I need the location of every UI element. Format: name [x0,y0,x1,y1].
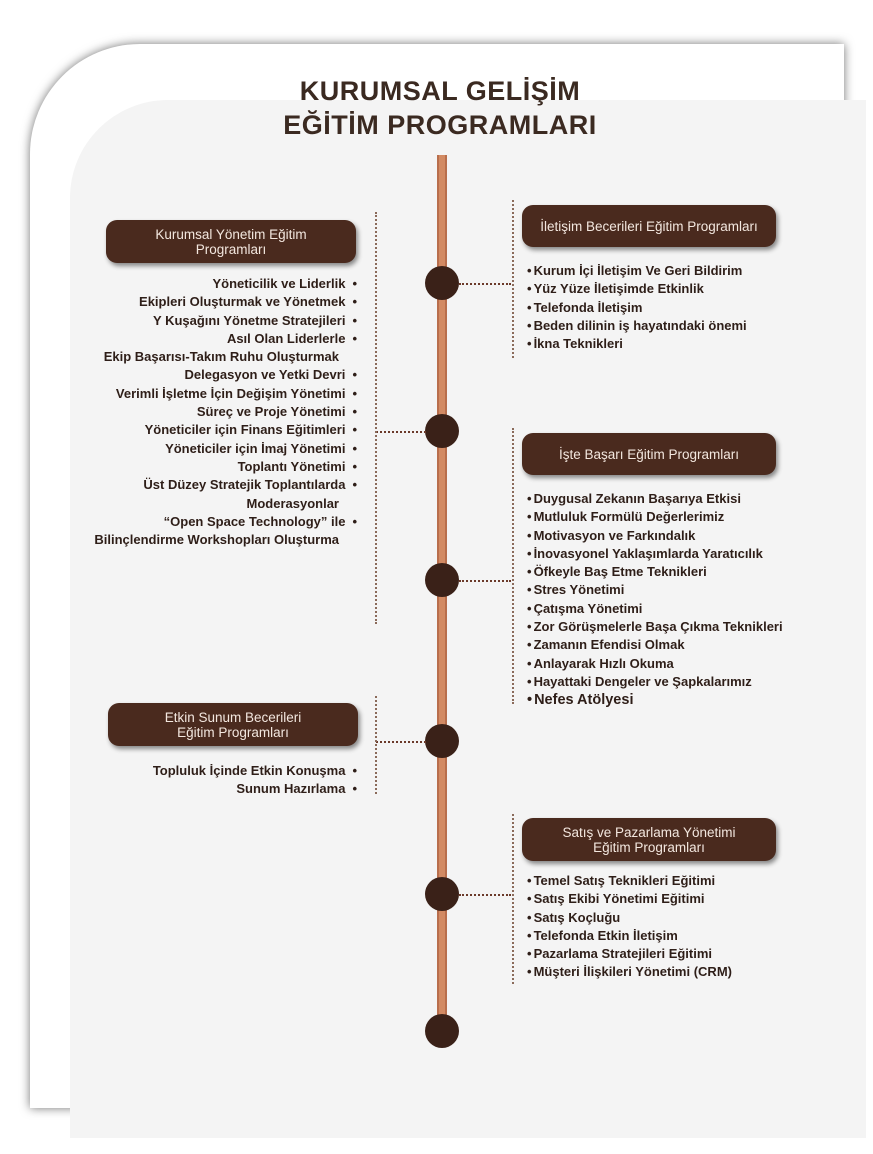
list-satis [527,872,732,982]
heading-iste-basari-label: İşte Başarı Eğitim Programları [558,446,740,462]
list-item [527,963,732,981]
bullet-icon: • [352,330,357,346]
bullet-icon: • [527,927,532,943]
bullet-icon: • [527,582,532,598]
bullet-icon: • [527,527,532,543]
list-item [527,927,732,945]
heading-iletisim [522,205,776,247]
connector-iste-basari [459,580,511,582]
guide-iletisim [512,200,514,358]
list-item-text: Bilinçlendirme Workshopları Oluşturma [94,532,339,548]
heading-sunum-line1: Etkin Sunum Becerileri [164,709,302,725]
title-line-2: EĞİTİM PROGRAMLARI [283,110,597,140]
list-item-text: Öfkeyle Baş Etme Teknikleri [533,564,707,580]
guide-kurumsal [375,212,377,624]
bullet-icon: • [352,781,357,797]
bullet-icon: • [527,336,532,352]
list-item [527,909,732,927]
guide-satis [512,814,514,984]
connector-satis [459,894,511,896]
bullet-icon: • [352,477,357,493]
list-item [527,691,783,709]
list-item-text: Yöneticiler için İmaj Yönetimi [165,440,346,456]
list-item-text: Satış Koçluğu [533,909,621,925]
list-item [527,872,732,890]
heading-satis-line2: Eğitim Programları [593,839,705,855]
bullet-icon: • [527,619,532,635]
list-item-text: Anlayarak Hızlı Okuma [533,655,674,671]
list-item [94,421,357,439]
bullet-icon: • [352,385,357,401]
list-item [94,330,357,348]
connector-iletisim [459,283,511,285]
bullet-icon: • [352,513,357,529]
list-item [527,563,783,581]
list-item [94,476,357,494]
heading-sunum [108,703,358,746]
timeline-node-sunum [425,724,459,758]
connector-sunum [376,741,426,743]
bullet-icon: • [527,692,533,709]
bullet-icon: • [527,909,532,925]
timeline-node-iste-basari [425,563,459,597]
list-item-text: Satış Ekibi Yönetimi Eğitimi [533,891,705,907]
list-item [94,495,357,513]
list-item-text: Motivasyon ve Farkındalık [533,527,696,543]
bullet-icon: • [527,891,532,907]
heading-kurumsal [106,220,356,263]
list-item-text: Nefes Atölyesi [534,692,634,709]
list-item-text: Pazarlama Stratejileri Eğitimi [533,946,713,962]
heading-sunum-line2: Eğitim Programları [177,724,289,740]
bullet-icon: • [352,294,357,310]
list-item-text: Yöneticiler için Finans Eğitimleri [144,422,346,438]
guide-iste-basari [512,428,514,704]
list-item [527,490,783,508]
list-item-text: Beden dilinin iş hayatındaki önemi [533,317,747,333]
bullet-icon: • [527,299,532,315]
list-item-text: Temel Satış Teknikleri Eğitimi [533,873,716,888]
list-item [94,275,357,293]
list-item-text: İnovasyonel Yaklaşımlarda Yaratıcılık [533,545,763,561]
list-item-text: Zamanın Efendisi Olmak [533,637,685,653]
list-item [527,600,783,618]
list-item [527,636,783,654]
list-item-text: Ekipleri Oluşturmak ve Yönetmek [139,294,346,310]
list-item [94,293,357,311]
list-item [527,299,747,317]
heading-satis-line1: Satış ve Pazarlama Yönetimi [562,824,736,840]
list-item [527,945,732,963]
bullet-icon: • [527,263,532,278]
bullet-icon: • [352,440,357,456]
bullet-icon: • [527,637,532,653]
list-item [94,366,357,384]
heading-iletisim-label: İletişim Becerileri Eğitim Programları [540,218,758,234]
list-item-text: Yöneticilik ve Liderlik [212,276,346,291]
list-item-text: Duygusal Zekanın Başarıya Etkisi [533,491,741,506]
timeline-node-satis [425,877,459,911]
bullet-icon: • [527,655,532,671]
list-item-text: Mutluluk Formülü Değerlerimiz [533,509,725,525]
list-item-text: Asıl Olan Liderlerle [226,330,346,346]
list-item [94,385,357,403]
title-line-1: KURUMSAL GELİŞİM [299,76,581,106]
heading-satis [522,818,776,861]
heading-iste-basari [522,433,776,475]
list-item [527,581,783,599]
list-kurumsal [94,275,357,549]
heading-kurumsal-line2: Programları [195,241,267,257]
list-item-text: Verimli İşletme İçin Değişim Yönetimi [115,385,346,401]
list-item-text: Y Kuşağını Yönetme Stratejileri [153,312,346,328]
timeline-node-kurumsal [425,414,459,448]
connector-kurumsal [376,431,426,433]
list-item [94,403,357,421]
bullet-icon: • [527,509,532,525]
bullet-icon: • [527,673,532,689]
list-item-text: Delegasyon ve Yetki Devri [184,367,346,383]
list-iste-basari [527,490,783,710]
list-item [153,762,357,780]
list-item-text: Ekip Başarısı-Takım Ruhu Oluşturmak [103,349,339,365]
timeline-node-iletisim [425,266,459,300]
bullet-icon: • [352,312,357,328]
bullet-icon: • [352,367,357,383]
list-item [94,531,357,549]
heading-kurumsal-line1: Kurumsal Yönetim Eğitim [155,226,307,242]
list-item-text: Yüz Yüze İletişimde Etkinlik [533,281,704,297]
list-item-text: Telefonda İletişim [533,299,643,315]
list-item [527,655,783,673]
bullet-icon: • [527,946,532,962]
list-sunum [153,762,357,799]
bullet-icon: • [352,404,357,420]
bullet-icon: • [527,281,532,297]
list-item-text: Süreç ve Proje Yönetimi [196,404,346,420]
list-item [527,545,783,563]
list-item-text: Sunum Hazırlama [236,781,346,797]
list-item-text: Stres Yönetimi [533,582,625,598]
list-item-text: “Open Space Technology” ile [163,513,346,529]
list-item-text: Müşteri İlişkileri Yönetimi (CRM) [533,964,732,980]
bullet-icon: • [527,491,532,506]
guide-sunum [375,696,377,794]
list-item [527,335,747,353]
list-item [153,780,357,798]
list-item-text: Çatışma Yönetimi [533,600,643,616]
list-item [527,673,783,691]
bullet-icon: • [527,317,532,333]
list-item [94,348,357,366]
list-item-text: Moderasyonlar [246,495,339,511]
list-item [527,618,783,636]
bullet-icon: • [352,458,357,474]
list-item-text: Telefonda Etkin İletişim [533,927,678,943]
bullet-icon: • [352,763,357,778]
list-item [527,262,747,280]
list-item-text: Topluluk İçinde Etkin Konuşma [152,763,346,778]
list-item [527,508,783,526]
list-item [94,440,357,458]
list-item-text: Hayattaki Dengeler ve Şapkalarımız [533,673,752,689]
bullet-icon: • [527,964,532,980]
bullet-icon: • [527,600,532,616]
bullet-icon: • [527,545,532,561]
list-item-text: Zor Görüşmelerle Başa Çıkma Teknikleri [533,619,783,635]
bullet-icon: • [352,276,357,291]
list-item [94,312,357,330]
list-item-text: Kurum İçi İletişim Ve Geri Bildirim [533,263,743,278]
bullet-icon: • [352,422,357,438]
list-item-text: Üst Düzey Stratejik Toplantılarda [143,477,346,493]
list-item [527,890,732,908]
bullet-icon: • [527,564,532,580]
list-item [527,527,783,545]
timeline-node-end [425,1014,459,1048]
list-item-text: İkna Teknikleri [533,336,623,352]
list-item [527,280,747,298]
bullet-icon: • [527,873,532,888]
list-item-text: Toplantı Yönetimi [237,458,346,474]
list-item [94,458,357,476]
list-item [94,513,357,531]
list-iletisim [527,262,747,353]
list-item [527,317,747,335]
